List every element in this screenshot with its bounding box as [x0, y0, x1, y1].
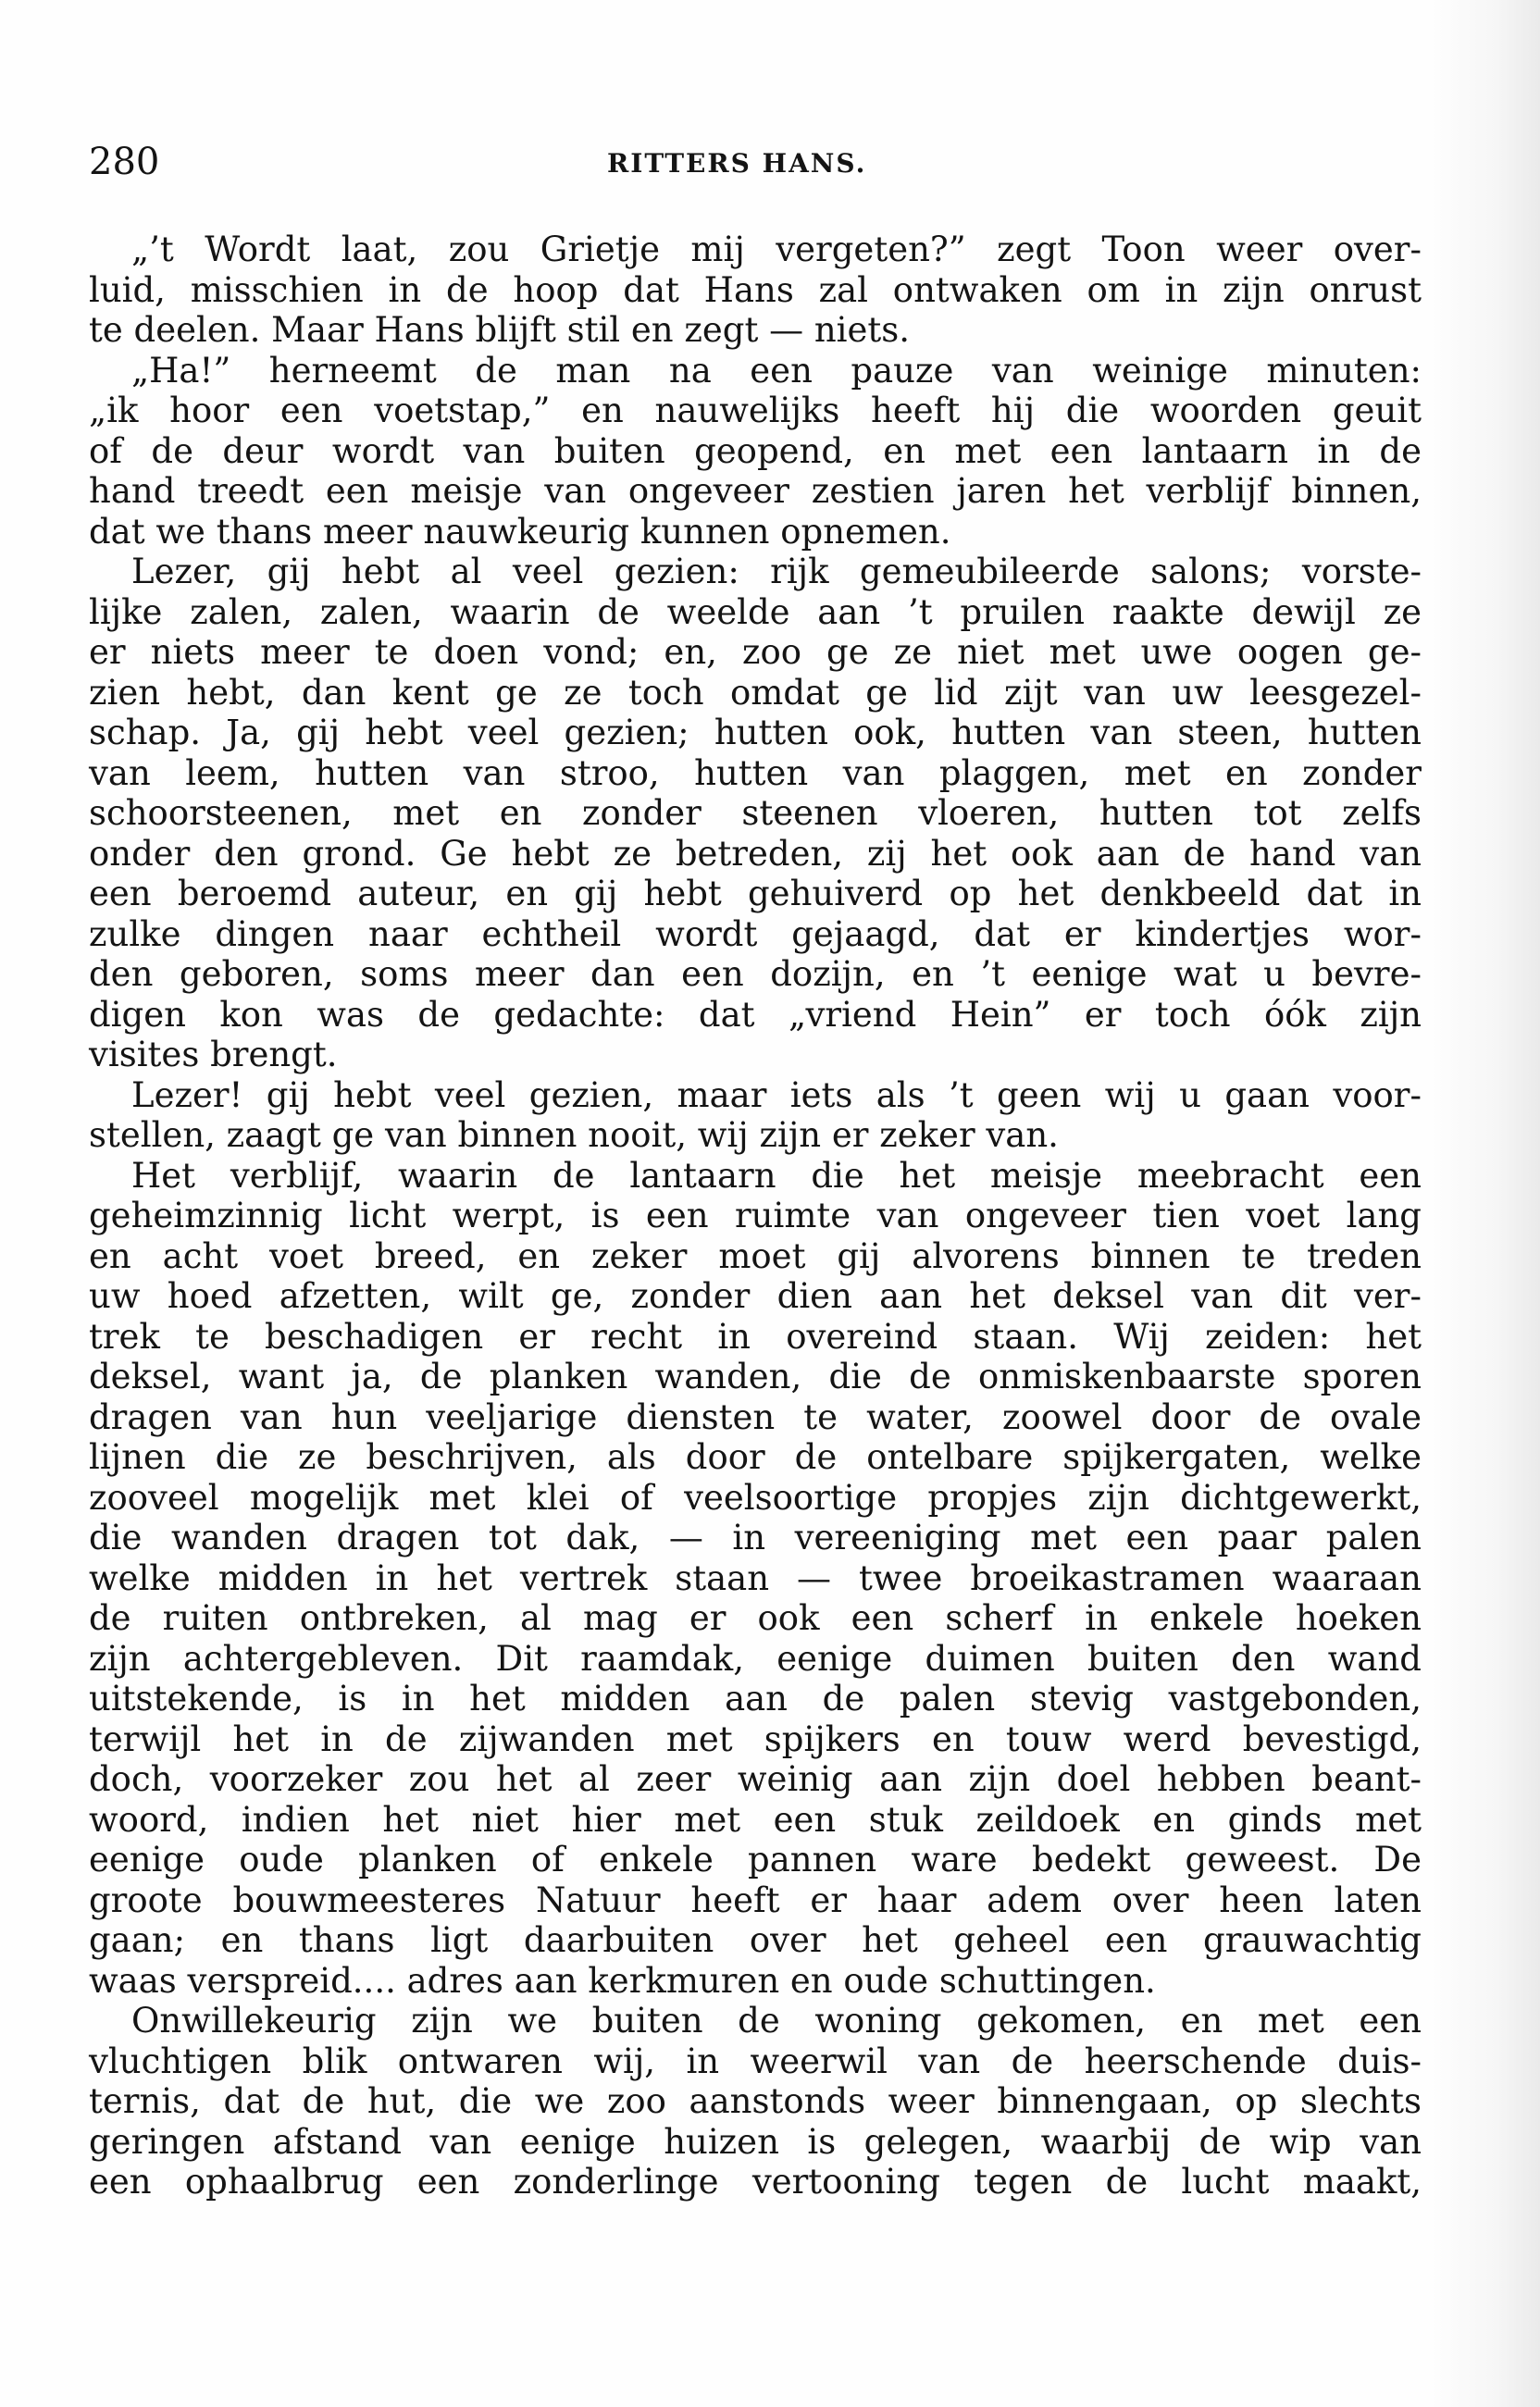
- text-line: dragen van hun veeljarige diensten te water, zoowel door de ovale: [89, 1396, 1422, 1437]
- text-line: een ophaalbrug een zonderlinge vertooning tegen de lucht maakt,: [89, 2162, 1422, 2202]
- text-line: een beroemd auteur, en gij hebt gehuiverd op het denkbeeld dat in: [89, 874, 1422, 913]
- text-line: welke midden in het vertrek staan — twee broeikastramen waaraan: [89, 1557, 1422, 1598]
- text-line: er niets meer te doen vond; en, zoo ge ze niet met uwe oogen ge-: [89, 632, 1422, 672]
- text-line: terwijl het in de zijwanden met spijkers en touw werd bevestigd,: [89, 1718, 1422, 1759]
- text-line: ternis, dat de hut, die we zoo aanstonds weer binnengaan, op slechts: [89, 2081, 1422, 2121]
- text-line: „Ha!” herneemt de man na een pauze van weinige minuten:: [131, 350, 1422, 391]
- text-line: Onwillekeurig zijn we buiten de woning gekomen, en met een: [131, 2001, 1422, 2041]
- text-line: vluchtigen blik ontwaren wij, in weerwil van de heerschende duis-: [89, 2041, 1422, 2081]
- text-line: die wanden dragen tot dak, — in vereeniging met een paar palen: [89, 1518, 1422, 1557]
- text-line: zijn achtergebleven. Dit raamdak, eenige duimen buiten den wand: [89, 1638, 1422, 1679]
- text-line: of de deur wordt van buiten geopend, en met een lantaarn in de: [89, 430, 1422, 471]
- text-line: en acht voet breed, en zeker moet gij alvorens binnen te treden: [89, 1235, 1422, 1276]
- text-line: den geboren, soms meer dan een dozijn, en ’t eenige wat u bevre-: [89, 954, 1422, 994]
- text-line: woord, indien het niet hier met een stuk zeildoek en ginds met: [89, 1799, 1422, 1840]
- running-head: RITTERS HANS.: [607, 148, 867, 179]
- text-line: geringen afstand van eenige huizen is gelegen, waarbij de wip van: [89, 2121, 1422, 2162]
- text-line: doch, voorzeker zou het al zeer weinig aan zijn doel hebben beant-: [89, 1759, 1422, 1799]
- text-line: eenige oude planken of enkele pannen ware bedekt geweest. De: [89, 1840, 1422, 1880]
- text-line: te deelen. Maar Hans blijft stil en zegt — niets.: [89, 310, 911, 350]
- text-line: stellen, zaagt ge van binnen nooit, wij zijn er zeker van.: [89, 1115, 1059, 1155]
- text-line: luid, misschien in de hoop dat Hans zal ontwaken om in zijn onrust: [89, 269, 1422, 310]
- text-line: digen kon was de gedachte: dat „vriend Hein” er toch óók zijn: [89, 994, 1422, 1035]
- text-line: geheimzinnig licht werpt, is een ruimte van ongeveer tien voet lang: [89, 1196, 1422, 1235]
- text-line: gaan; en thans ligt daarbuiten over het geheel een grauwachtig: [89, 1920, 1422, 1960]
- text-line: dat we thans meer nauwkeurig kunnen opnemen.: [89, 511, 951, 552]
- text-line: visites brengt.: [89, 1035, 338, 1074]
- text-line: zulke dingen naar echtheil wordt gejaagd, dat er kindertjes wor-: [89, 913, 1422, 954]
- text-line: „ik hoor een voetstap,” en nauwelijks heeft hij die woorden geuit: [89, 391, 1422, 430]
- text-line: lijnen die ze beschrijven, als door de ontelbare spijkergaten, welke: [89, 1437, 1422, 1477]
- text-line: uw hoed afzetten, wilt ge, zonder dien aan het deksel van dit ver-: [89, 1276, 1422, 1316]
- text-line: uitstekende, is in het midden aan de palen stevig vastgebonden,: [89, 1679, 1422, 1718]
- page-number: 280: [89, 141, 160, 183]
- text-line: van leem, hutten van stroo, hutten van plaggen, met en zonder: [89, 752, 1422, 793]
- text-line: hand treedt een meisje van ongeveer zestien jaren het verblijf binnen,: [89, 471, 1422, 511]
- text-line: Het verblijf, waarin de lantaarn die het meisje meebracht een: [131, 1155, 1422, 1196]
- body-text: [89, 230, 1422, 2202]
- text-line: onder den grond. Ge hebt ze betreden, zij het ook aan de hand van: [89, 833, 1422, 874]
- text-line: Lezer, gij hebt al veel gezien: rijk gemeubileerde salons; vorste-: [131, 552, 1422, 591]
- text-line: zooveel mogelijk met klei of veelsoortige propjes zijn dichtgewerkt,: [89, 1477, 1422, 1518]
- page-header: [89, 139, 1422, 185]
- page-edge-shading: [1429, 0, 1540, 2407]
- text-line: „’t Wordt laat, zou Grietje mij vergeten?” zegt Toon weer over-: [131, 230, 1422, 269]
- text-line: Lezer! gij hebt veel gezien, maar iets als ’t geen wij u gaan voor-: [131, 1074, 1422, 1115]
- text-line: de ruiten ontbreken, al mag er ook een scherf in enkele hoeken: [89, 1598, 1422, 1638]
- text-line: lijke zalen, zalen, waarin de weelde aan ’t pruilen raakte dewijl ze: [89, 591, 1422, 632]
- text-line: trek te beschadigen er recht in overeind staan. Wij zeiden: het: [89, 1316, 1422, 1357]
- text-line: waas verspreid.... adres aan kerkmuren en oude schuttingen.: [89, 1960, 1156, 2001]
- text-line: zien hebt, dan kent ge ze toch omdat ge lid zijt van uw leesgezel-: [89, 672, 1422, 713]
- text-line: deksel, want ja, de planken wanden, die de onmiskenbaarste sporen: [89, 1357, 1422, 1396]
- text-line: groote bouwmeesteres Natuur heeft er haar adem over heen laten: [89, 1880, 1422, 1920]
- text-line: schap. Ja, gij hebt veel gezien; hutten ook, hutten van steen, hutten: [89, 713, 1422, 752]
- text-line: schoorsteenen, met en zonder steenen vloeren, hutten tot zelfs: [89, 793, 1422, 833]
